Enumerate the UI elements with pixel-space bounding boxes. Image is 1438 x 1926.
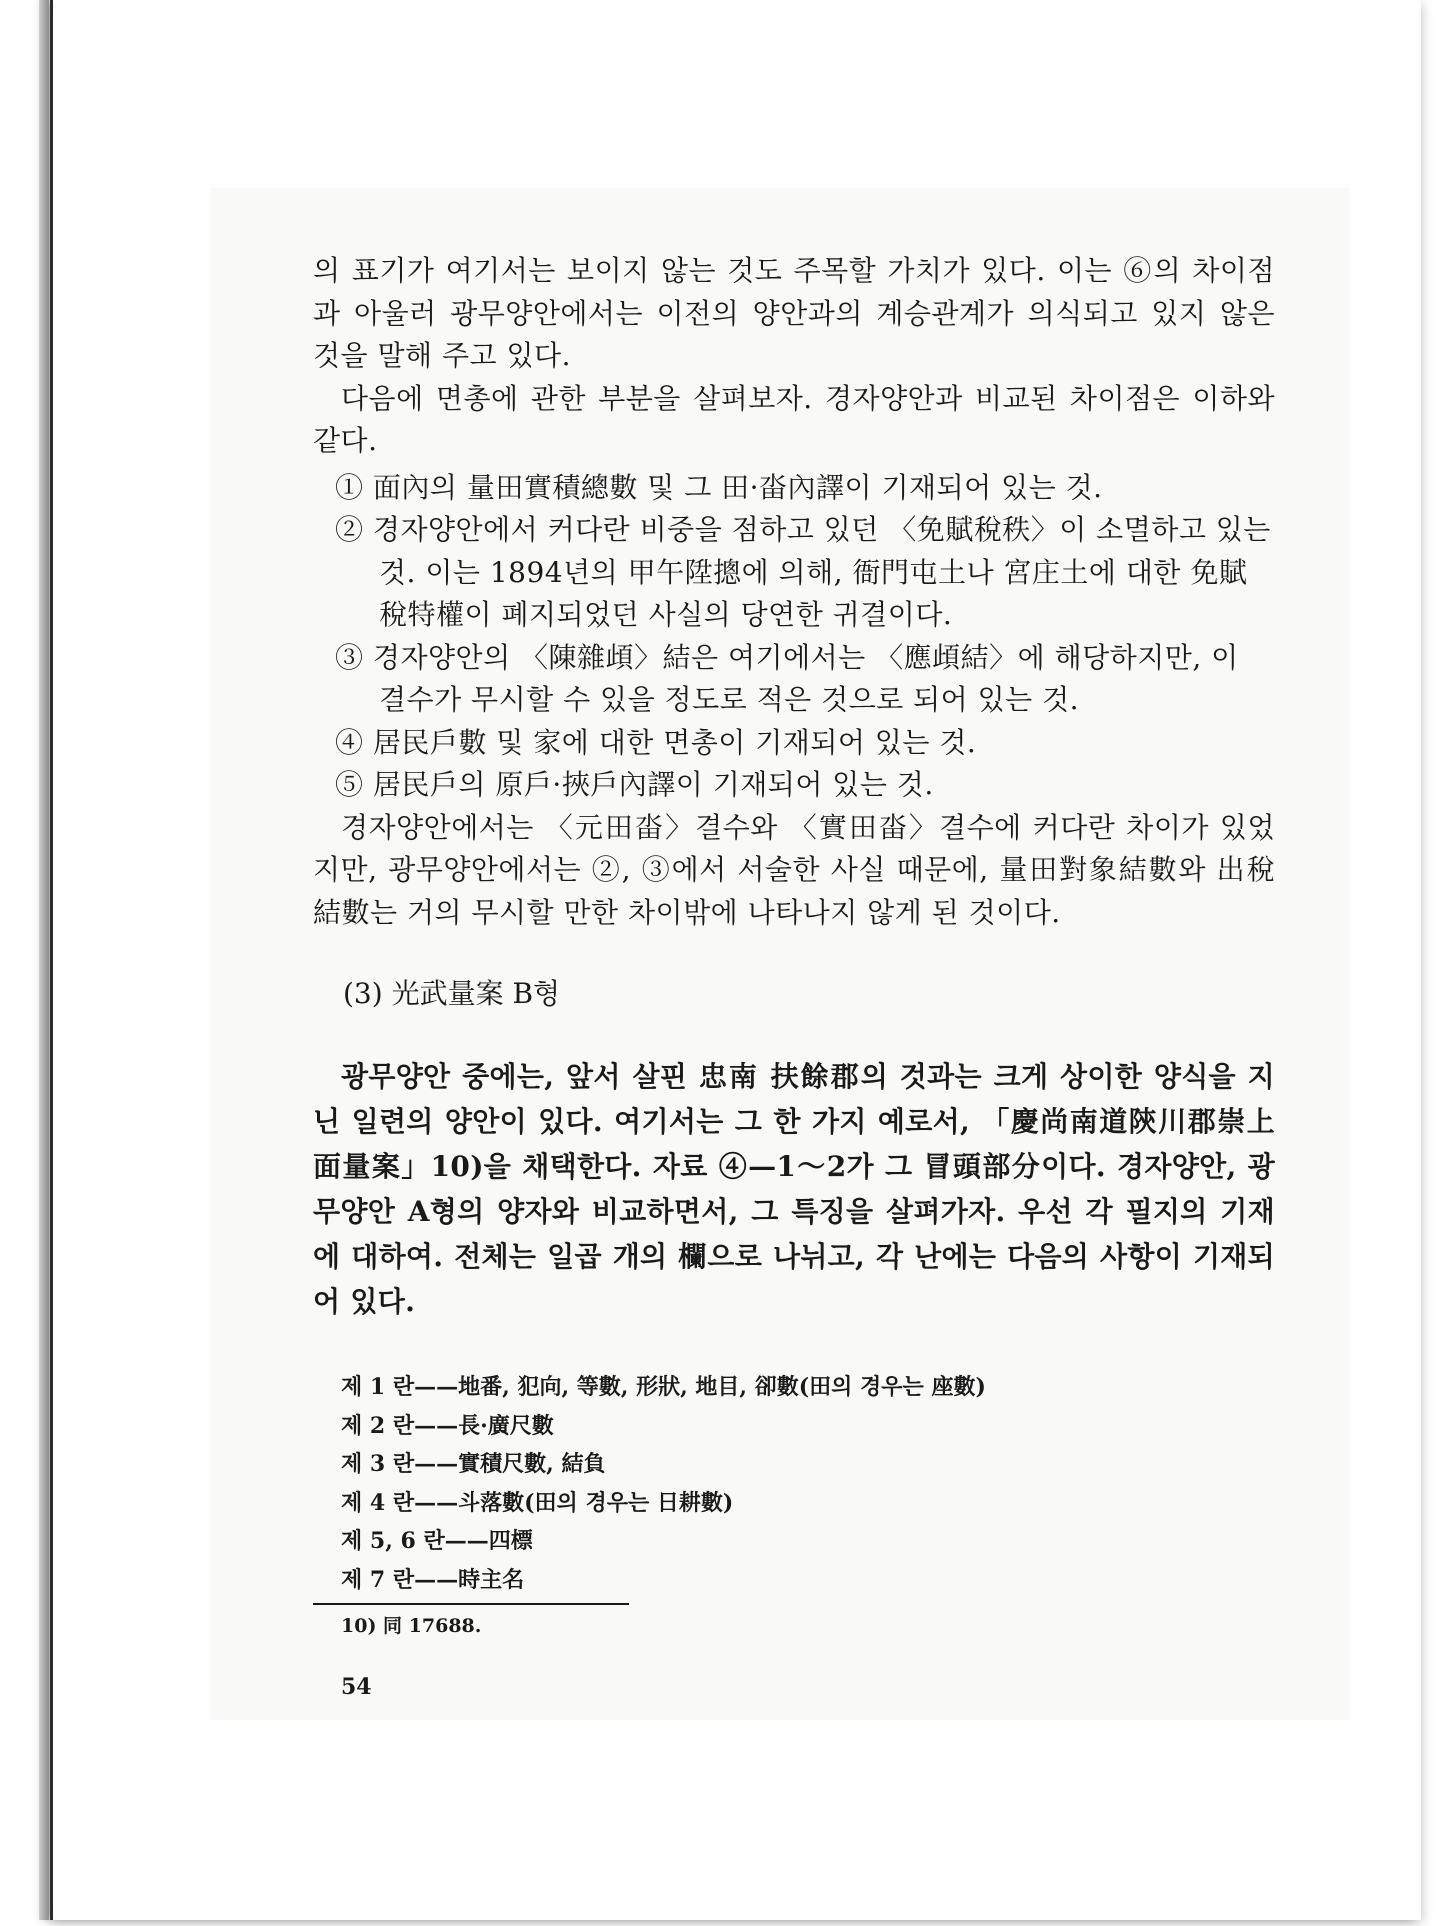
column-item: 제 7 란——時主名 <box>341 1566 525 1593</box>
footnote: 10) 同 17688. <box>341 1615 482 1637</box>
page-number: 54 <box>341 1674 372 1700</box>
paragraph-1: 의 표기가 여기서는 보이지 않는 것도 주목할 가치가 있다. 이는 ⑥의 차이점과 아울러 광무양안에서는 이전의 양안과의 계승관계가 의식되고 있지 않은 것을 말해 주고 있다. <box>313 254 1275 372</box>
paragraph-2: 다음에 면총에 관한 부분을 살펴보자. 경자양안과 비교된 차이점은 이하와 같다. <box>313 381 1275 457</box>
list-item: ① 面內의 量田實積總數 및 그 田·畓內譯이 기재되어 있는 것. <box>335 470 1103 504</box>
column-description-list <box>341 1368 1275 1599</box>
differences-list <box>313 467 1275 807</box>
section-body: 광무양안 중에는, 앞서 살핀 忠南 扶餘郡의 것과는 크게 상이한 양식을 지닌 일련의 양안이 있다. 여기서는 그 한 가지 예로서, 「慶尚南道陝川郡崇上面量案」10)을 채택한다. 자료 ④—1～2가 그 冒頭部分이다. 경자양안, 광무양안 A형의 양자와 비교하면서, 그 특징을 살펴가자. 우선 각 필지의 기재에 대하여. 전체는 일곱 개의 欄으로 나뉘고, 각 난에는 다음의 사항이 기재되어 있다. <box>313 1060 1275 1318</box>
column-item: 제 5, 6 란——四標 <box>341 1528 533 1554</box>
paragraph-3: 경자양안에서는 〈元田畓〉결수와 〈實田畓〉결수에 커다란 차이가 있었지만, 광무양안에서는 ②, ③에서 서술한 사실 때문에, 量田對象結數와 出稅結數는 거의 무시할 만한 차이밖에 나타나지 않게 된 것이다. <box>313 810 1275 929</box>
section-heading: (3) 光武量案 B형 <box>343 977 561 1010</box>
list-item: ④ 居民戶數 및 家에 대한 면총이 기재되어 있는 것. <box>335 725 977 759</box>
column-item: 제 4 란——斗落數(田의 경우는 日耕數) <box>341 1489 734 1516</box>
list-item: ② 경자양안에서 커다란 비중을 점하고 있던 〈免賦稅秩〉이 소멸하고 있는 것. 이는 1894년의 甲午陞摠에 의해, 衙門屯土나 宮庄土에 대한 免賦稅特權이 폐지되었던 사실의 당연한 귀결이다. <box>335 513 1271 631</box>
page-content <box>313 250 1275 1700</box>
footnote-divider <box>313 1603 629 1605</box>
list-item: ③ 경자양안의 〈陳雜頉〉結은 여기에서는 〈應頉結〉에 해당하지만, 이 결수가 무시할 수 있을 정도로 적은 것으로 되어 있는 것. <box>335 640 1239 716</box>
column-item: 제 3 란——實積尺數, 結負 <box>341 1451 606 1477</box>
column-item: 제 2 란——長·廣尺數 <box>341 1412 554 1439</box>
list-item: ⑤ 居民戶의 原戶·挾戶內譯이 기재되어 있는 것. <box>335 768 934 801</box>
column-item: 제 1 란——地番, 犯向, 等數, 形狀, 地目, 卻數(田의 경우는 座數) <box>341 1374 986 1400</box>
